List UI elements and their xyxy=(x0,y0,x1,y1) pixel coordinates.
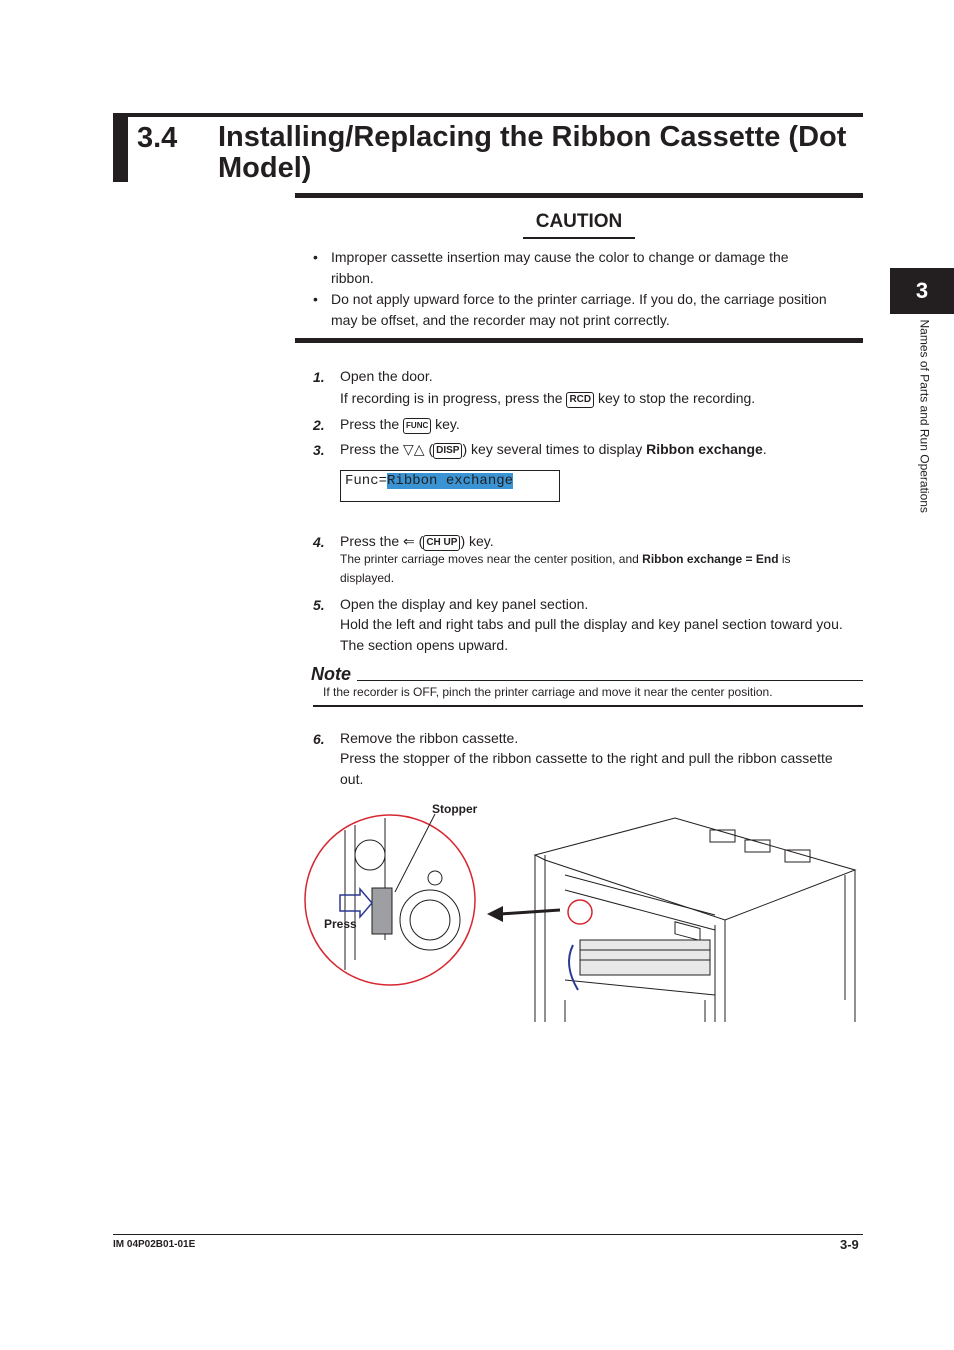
step-3-text: Press the ▽△ ( DISP ) key several times to display Ribbon exchange. xyxy=(340,441,767,457)
step-1-detail xyxy=(340,388,755,409)
text: Ribbon exchange = End xyxy=(642,552,779,566)
step-number: 4. xyxy=(313,534,325,550)
lcd-prefix: Func= xyxy=(345,473,388,489)
section-title: Installing/Replacing the Ribbon Cassette (Dot Model) xyxy=(218,121,847,184)
text: Press the xyxy=(340,416,400,432)
step-5-line-1: Open the display and key panel section. xyxy=(340,596,589,612)
stopper-label: Stopper xyxy=(432,802,478,816)
caution-top-rule xyxy=(295,193,863,198)
text: key. xyxy=(435,416,460,432)
text: Press the xyxy=(340,533,400,549)
note-bottom-rule xyxy=(313,705,863,707)
step-number: 5. xyxy=(313,597,325,613)
step-number: 1. xyxy=(313,369,325,385)
press-label: Press xyxy=(324,917,357,931)
step-number: 2. xyxy=(313,417,325,433)
disp-key: DISP xyxy=(433,443,462,459)
step-5-line-2: Hold the left and right tabs and pull the display and key panel section toward you. xyxy=(340,616,843,632)
note-heading: Note xyxy=(311,664,351,684)
page-number: 3-9 xyxy=(840,1237,859,1252)
section-number: 3.4 xyxy=(137,122,178,154)
down-up-arrow-icon: ▽△ xyxy=(403,441,425,457)
section-top-rule xyxy=(113,113,863,117)
text: . xyxy=(762,441,767,457)
note-text: If the recorder is OFF, pinch the printer carriage and move it near the center position. xyxy=(323,685,773,699)
ch-up-key: CH UP xyxy=(423,535,460,551)
step-6-line-3: out. xyxy=(340,771,364,787)
text: If recording is in progress, press the xyxy=(340,390,563,406)
caution-bullet-2: Do not apply upward force to the printer carriage. If you do, the carriage position may be offset, and the recorder may not print correctly. xyxy=(331,291,827,328)
enter-arrow-icon: ⇐ xyxy=(403,533,415,549)
step-2-text xyxy=(340,414,460,435)
step-number: 6. xyxy=(313,731,325,747)
ribbon-exchange-label: Ribbon exchange xyxy=(646,441,763,457)
text: displayed. xyxy=(340,571,395,585)
footer-rule xyxy=(113,1234,863,1235)
chapter-title-text: Names of Parts and Run Operations xyxy=(917,319,932,513)
step-1-text: Open the door. xyxy=(340,368,433,384)
section-bar xyxy=(113,113,128,182)
text: is xyxy=(781,552,791,566)
text: ) key. xyxy=(460,533,494,549)
rcd-key: RCD xyxy=(566,392,594,408)
step-4-text: Press the ⇐ ( CH UP ) key. xyxy=(340,533,494,549)
ribbon-cassette-figure xyxy=(295,800,865,1025)
caution-bullet-1: Improper cassette insertion may cause the color to change or damage the ribbon. xyxy=(331,249,789,286)
step-6-line-1: Remove the ribbon cassette. xyxy=(340,730,519,746)
note-rule xyxy=(357,680,863,681)
document-id: IM 04P02B01-01E xyxy=(113,1239,196,1250)
lcd-text xyxy=(345,472,513,490)
bullet-dot: • xyxy=(313,291,318,307)
text: Press the xyxy=(340,441,400,457)
chapter-tab: 3 xyxy=(890,268,954,314)
step-number: 3. xyxy=(313,442,325,458)
chapter-side-title xyxy=(902,319,932,570)
step-6-line-2: Press the stopper of the ribbon cassette to the right and pull the ribbon cassette xyxy=(340,750,833,766)
text: ) key several times to display xyxy=(462,441,643,457)
text: key to stop the recording. xyxy=(598,390,756,406)
func-key: FUNC xyxy=(403,418,431,434)
bullet-dot: • xyxy=(313,249,318,265)
caution-label: CAUTION xyxy=(523,211,635,239)
text: The printer carriage moves near the center position, and xyxy=(340,552,639,566)
step-5-line-3: The section opens upward. xyxy=(340,637,509,653)
step-4-detail xyxy=(340,550,860,588)
caution-bottom-rule xyxy=(295,338,863,343)
lcd-value: Ribbon exchange xyxy=(387,473,514,489)
